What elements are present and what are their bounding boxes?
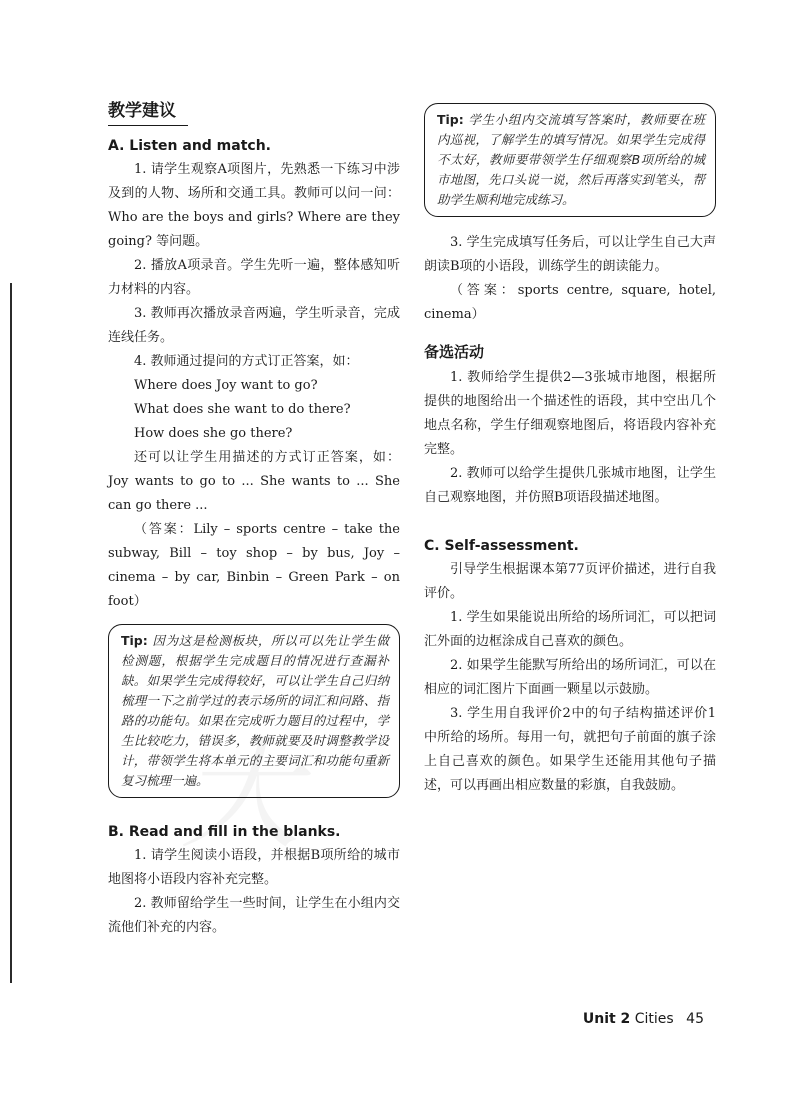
section-b-p3: 3. 学生完成填写任务后，可以让学生自己大声朗读B项的小语段，训练学生的朗读能力。 [424, 235, 716, 274]
section-b-p2: 2. 教师留给学生一些时间，让学生在小组内交流他们补充的内容。 [108, 896, 400, 935]
section-a-p1: 1. 请学生观察A项图片，先熟悉一下练习中涉及到的人物、场所和交通工具。教师可以问一问：Who are the boys and girls? Where are they going? 等问题。 [108, 162, 400, 249]
page-number: 45 [686, 1011, 704, 1027]
section-b-p1: 1. 请学生阅读小语段，并根据B项所给的城市地图将小语段内容补充完整。 [108, 848, 400, 887]
question-3: How does she go there? [134, 426, 293, 441]
tip-box-1 [108, 624, 400, 798]
title-underline [108, 125, 188, 126]
section-b-heading: B. Read and fill in the blanks. [108, 824, 341, 840]
page-title: 教学建议 [108, 101, 176, 121]
optional-p1: 1. 教师给学生提供2—3张城市地图，根据所提供的地图给出一个描述性的语段，其中空出几个地点名称，学生仔细观察地图后，将语段内容补充完整。 [424, 370, 716, 457]
section-c-p0: 引导学生根据课本第77页评价描述，进行自我评价。 [424, 562, 716, 601]
section-c-heading: C. Self-assessment. [424, 538, 579, 554]
section-a-p3: 3. 教师再次播放录音两遍，学生听录音，完成连线任务。 [108, 306, 400, 345]
optional-p2: 2. 教师可以给学生提供几张城市地图，让学生自己观察地图，并仿照B项语段描述地图。 [424, 466, 716, 505]
footer-chapter: Cities [634, 1011, 674, 1027]
optional-activity-heading: 备选活动 [424, 343, 485, 361]
section-a-p2: 2. 播放A项录音。学生先听一遍，整体感知听力材料的内容。 [108, 258, 400, 297]
section-a-p5: 还可以让学生用描述的方式订正答案，如：Joy wants to go to ... She wants to ... She can go there ... [108, 450, 400, 513]
margin-line [10, 283, 12, 983]
section-a-heading: A. Listen and match. [108, 138, 271, 154]
right-column [424, 103, 716, 798]
footer-unit: Unit 2 [582, 1011, 631, 1027]
section-c-p1: 1. 学生如果能说出所给的场所词汇，可以把词汇外面的边框涂成自己喜欢的颜色。 [424, 610, 716, 649]
question-2: What does she want to do there? [134, 402, 351, 417]
tip-label: Tip: [121, 633, 148, 648]
page-footer [583, 1011, 704, 1027]
tip-label: Tip: [437, 112, 464, 127]
tip-box-2 [424, 103, 716, 217]
section-b-answer: （答案：sports centre, square, hotel, cinema） [424, 283, 716, 322]
left-column [108, 96, 400, 940]
tip-text: 因为这是检测板块，所以可以先让学生做检测题，根据学生完成题目的情况进行查漏补缺。如果学生完成得较好，可以让学生自己归纳梳理一下之前学过的表示场所的词汇和问路、指路的功能句。如果在完成听力题目的过程中，学生比较吃力，错误多，教师就要及时调整教学设计，带领学生将本单元的主要词汇和功能句重新复习梳理一遍。 [121, 633, 389, 788]
section-c-p2: 2. 如果学生能默写所给出的场所词汇，可以在相应的词汇图片下面画一颗星以示鼓励。 [424, 658, 716, 697]
section-c-p3: 3. 学生用自我评价2中的句子结构描述评价1中所给的场所。每用一句，就把句子前面的旗子涂上自己喜欢的颜色。如果学生还能用其他句子描述，可以再画出相应数量的彩旗，自我鼓励。 [424, 706, 716, 793]
question-1: Where does Joy want to go? [134, 378, 318, 393]
section-a-answer: （答案：Lily – sports centre – take the subway, Bill – toy shop – by bus, Joy – cinema – by car, Binbin – Green Park – on foot） [108, 522, 400, 609]
section-a-p4: 4. 教师通过提问的方式订正答案，如： [134, 354, 359, 369]
tip-text: 学生小组内交流填写答案时，教师要在班内巡视，了解学生的填写情况。如果学生完成得不太好，教师要带领学生仔细观察B项所给的城市地图，先口头说一说，然后再落实到笔头，帮助学生顺利地完成练习。 [437, 112, 705, 207]
